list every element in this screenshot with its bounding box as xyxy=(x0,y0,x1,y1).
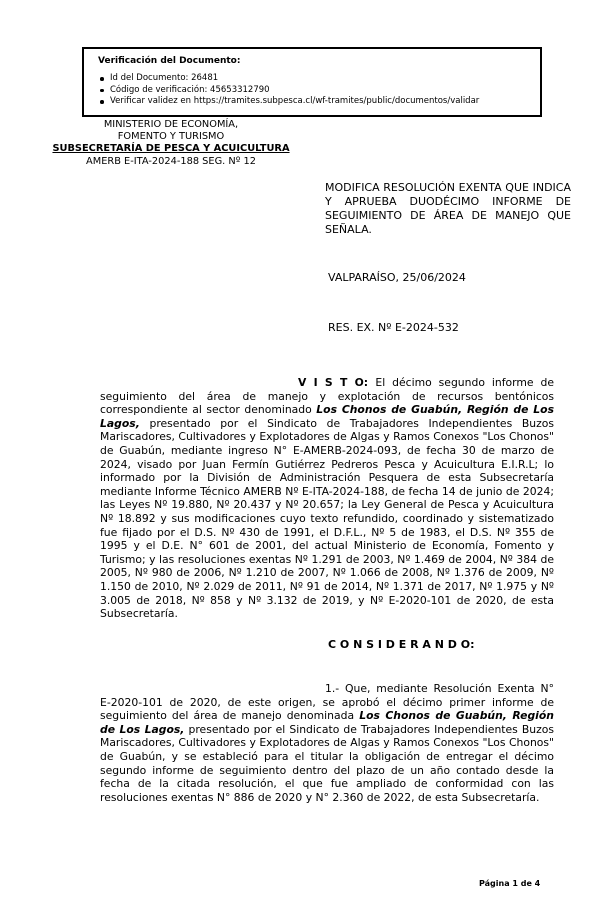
place-and-date: VALPARAÍSO, 25/06/2024 xyxy=(328,271,466,284)
verification-item-code: Código de verificación: 45653312790 xyxy=(98,85,532,97)
amerb-reference-line: AMERB E-ITA-2024-188 SEG. Nº 12 xyxy=(86,155,256,167)
considerando-heading: C O N S I D E R A N D O: xyxy=(328,638,475,651)
resolution-number: RES. EX. Nº E-2024-532 xyxy=(328,321,459,334)
verification-list xyxy=(98,73,532,108)
verification-item-document-id: Id del Documento: 26481 xyxy=(98,73,532,85)
verification-title: Verificación del Documento: xyxy=(98,56,241,66)
resolution-title: MODIFICA RESOLUCIÓN EXENTA QUE INDICA Y APRUEBA DUODÉCIMO INFORME DE SEGUIMIENTO DE ÁREA DE MANEJO QUE SEÑALA. xyxy=(325,181,571,236)
verification-box xyxy=(82,47,542,117)
letterhead xyxy=(26,119,316,168)
considerando-item-1: 1.- Que, mediante Resolución Exenta N° E-2020-101 de 2020, de este origen, se aprobó el décimo primer informe de seguimiento del área de manejo denominada Los Chonos de Guabún, Región de Los Lagos, presentado por el Sindicato de Trabajadores Independientes Buzos Mariscadores, Cultivadores y Explotadores de Algas y Ramos Conexos "Los Chonos" de Guabún, y se estableció para el titular la obligación de entregar el décimo segundo informe de seguimiento dentro del plazo de un año contado desde la fecha de la citada resolución, el que fue ampliado de conformidad con las resoluciones exentas N° 886 de 2020 y N° 2.360 de 2022, de esta Subsecretaría. xyxy=(100,682,555,804)
ministry-line-2: FOMENTO Y TURISMO xyxy=(117,131,225,143)
verification-item-url: Verificar validez en https://tramites.subpesca.cl/wf-tramites/public/documentos/validar xyxy=(98,96,532,108)
page-number: Página 1 de 4 xyxy=(479,879,541,888)
subsecretaria-line: SUBSECRETARÍA DE PESCA Y ACUICULTURA xyxy=(52,143,290,155)
visto-paragraph: V I S T O: El décimo segundo informe de seguimiento del área de manejo y explotación de recursos bentónicos correspondiente al sector denominado Los Chonos de Guabún, Región de Los Lagos, presentado por el Sindicato de Trabajadores Independientes Buzos Mariscadores, Cultivadores y Explotadores de Algas y Ramos Conexos "Los Chonos" de Guabún, mediante ingreso N° E-AMERB-2024-093, de fecha 30 de marzo de 2024, visado por Juan Fermín Gutiérrez Pedreros Pesca y Acuicultura E.I.R.L; lo informado por la División de Administración Pesquera de esta Subsecretaría mediante Informe Técnico AMERB Nº E-ITA-2024-188, de fecha 14 de junio de 2024; las Leyes Nº 19.880, Nº 20.437 y Nº 20.657; la Ley General de Pesca y Acuicultura Nº 18.892 y sus modificaciones cuyo texto refundido, coordinado y sistematizado fue fijado por el D.S. Nº 430 de 1991, el D.F.L., Nº 5 de 1983, el D.S. Nº 355 de 1995 y el D.E. N° 601 de 2001, del actual Ministerio de Economía, Fomento y Turismo; y las resoluciones exentas Nº 1.291 de 2003, Nº 1.469 de 2004, Nº 384 de 2005, Nº 980 de 2006, Nº 1.210 de 2007, Nº 1.066 de 2008, Nº 1.376 de 2009, Nº 1.150 de 2010, Nº 2.029 de 2011, Nº 91 de 2014, Nº 1.371 de 2017, Nº 1.975 y Nº 3.005 de 2018, Nº 858 y Nº 3.132 de 2019, y Nº E-2020-101 de 2020, de esta Subsecretaría. xyxy=(100,376,555,621)
ministry-line-1: MINISTERIO DE ECONOMÍA, xyxy=(103,119,239,130)
